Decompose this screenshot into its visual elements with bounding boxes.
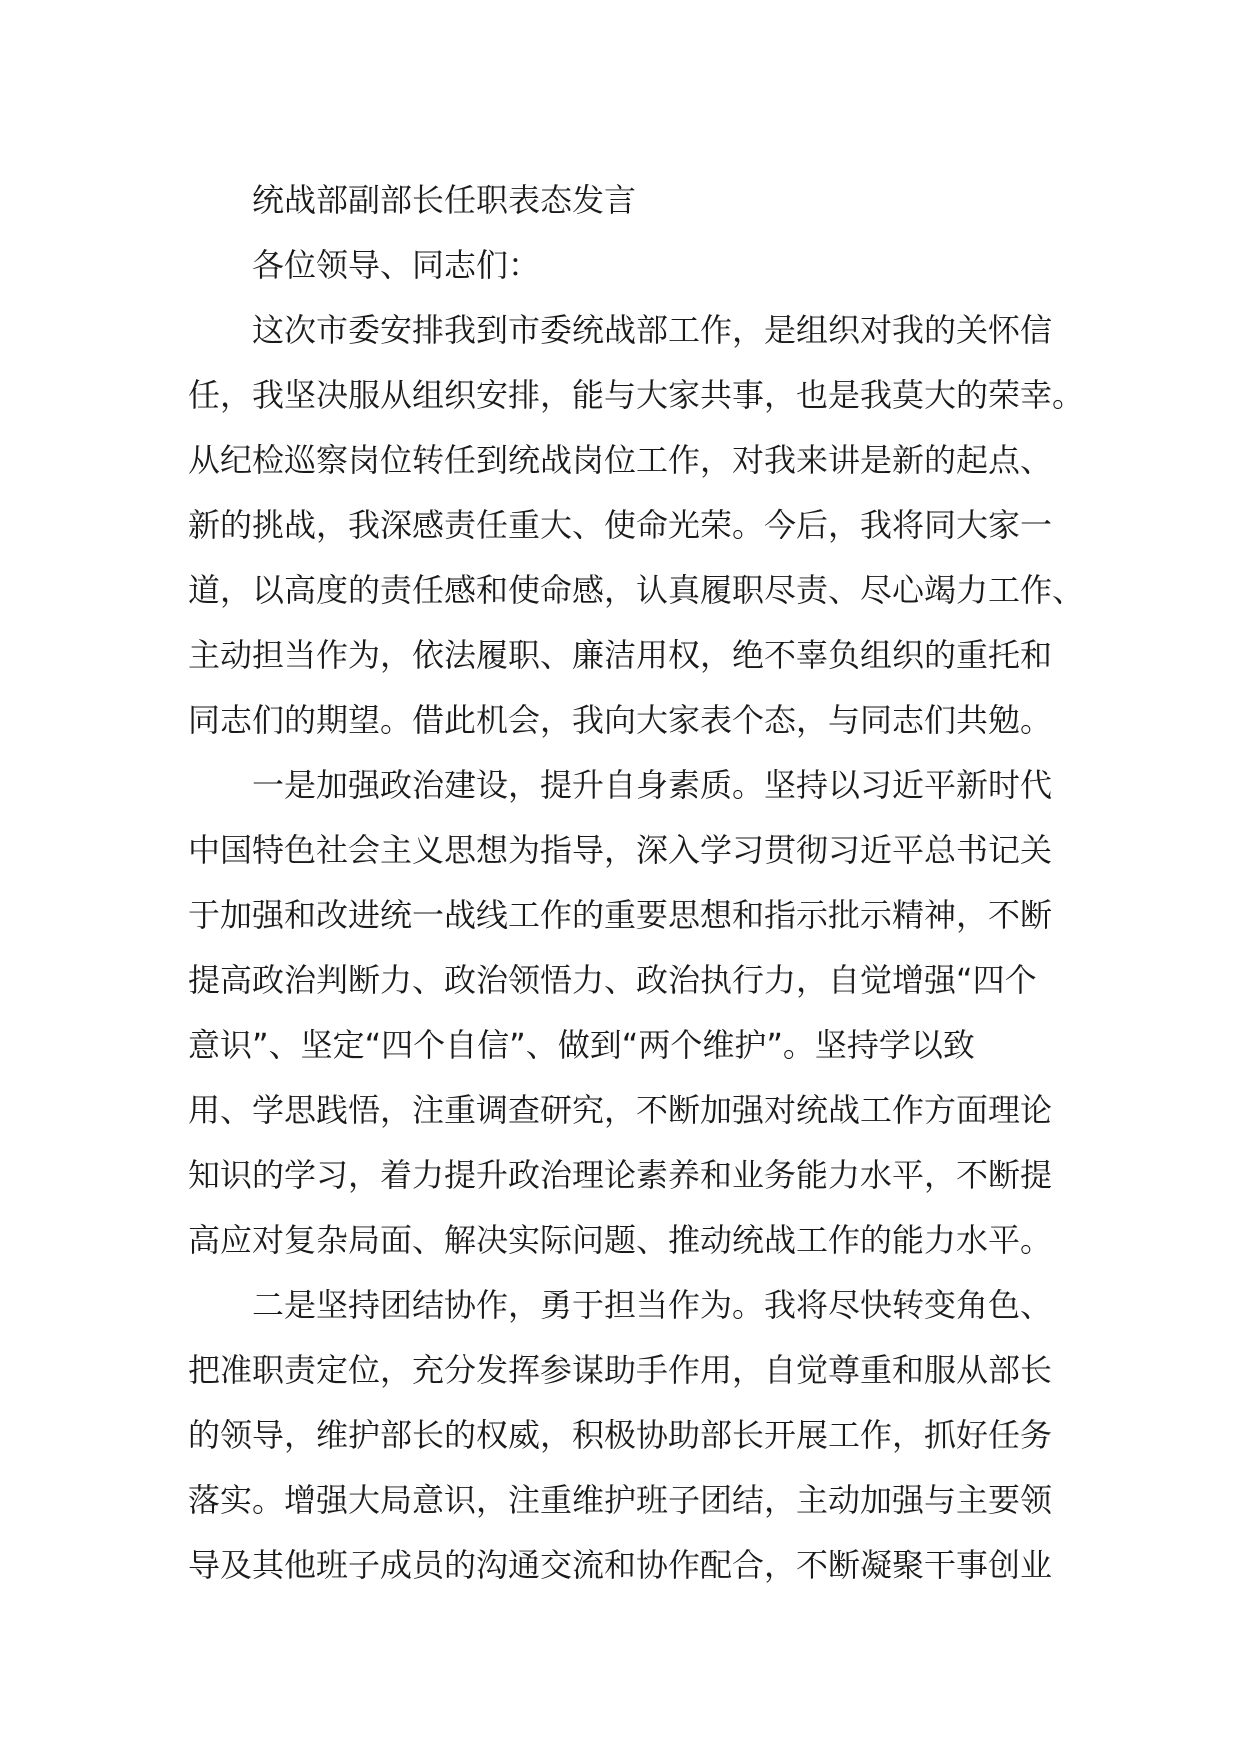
paragraph-line: 的领导，维护部长的权威，积极协助部长开展工作，抓好任务: [188, 1416, 1053, 1454]
document-title: 统战部副部长任职表态发言: [252, 181, 637, 219]
paragraph-line: 落实。增强大局意识，注重维护班子团结，主动加强与主要领: [188, 1481, 1053, 1519]
paragraph-line: 任，我坚决服从组织安排，能与大家共事，也是我莫大的荣幸。: [188, 376, 1085, 414]
paragraph-line: 用、学思践悟，注重调查研究，不断加强对统战工作方面理论: [188, 1091, 1053, 1129]
paragraph-line: 二是坚持团结协作，勇于担当作为。我将尽快转变角色、: [252, 1286, 1053, 1324]
salutation: 各位领导、同志们：: [252, 246, 541, 284]
document-body: [188, 168, 1085, 1598]
paragraph-line: 把准职责定位，充分发挥参谋助手作用，自觉尊重和服从部长: [188, 1351, 1053, 1389]
paragraph-line: 于加强和改进统一战线工作的重要思想和指示批示精神，不断: [188, 896, 1053, 934]
paragraph-line: 道，以高度的责任感和使命感，认真履职尽责、尽心竭力工作、: [188, 571, 1085, 609]
paragraph-line: 高应对复杂局面、解决实际问题、推动统战工作的能力水平。: [188, 1221, 1053, 1259]
paragraph-line: 中国特色社会主义思想为指导，深入学习贯彻习近平总书记关: [188, 831, 1053, 869]
paragraph-line: 从纪检巡察岗位转任到统战岗位工作，对我来讲是新的起点、: [188, 441, 1053, 479]
paragraph-line: 同志们的期望。借此机会，我向大家表个态，与同志们共勉。: [188, 701, 1053, 739]
paragraph-line: 新的挑战，我深感责任重大、使命光荣。今后，我将同大家一: [188, 506, 1053, 544]
paragraph-line: 这次市委安排我到市委统战部工作，是组织对我的关怀信: [252, 311, 1053, 349]
paragraph-line: 主动担当作为，依法履职、廉洁用权，绝不辜负组织的重托和: [188, 636, 1053, 674]
paragraph-line: 提高政治判断力、政治领悟力、政治执行力，自觉增强“四个: [188, 961, 1037, 999]
paragraph-line: 知识的学习，着力提升政治理论素养和业务能力水平，不断提: [188, 1156, 1053, 1194]
paragraph-line: 意识”、坚定“四个自信”、做到“两个维护”。坚持学以致: [188, 1026, 975, 1064]
paragraph-line: 一是加强政治建设，提升自身素质。坚持以习近平新时代: [252, 766, 1053, 804]
paragraph-line: 导及其他班子成员的沟通交流和协作配合，不断凝聚干事创业: [188, 1546, 1053, 1584]
